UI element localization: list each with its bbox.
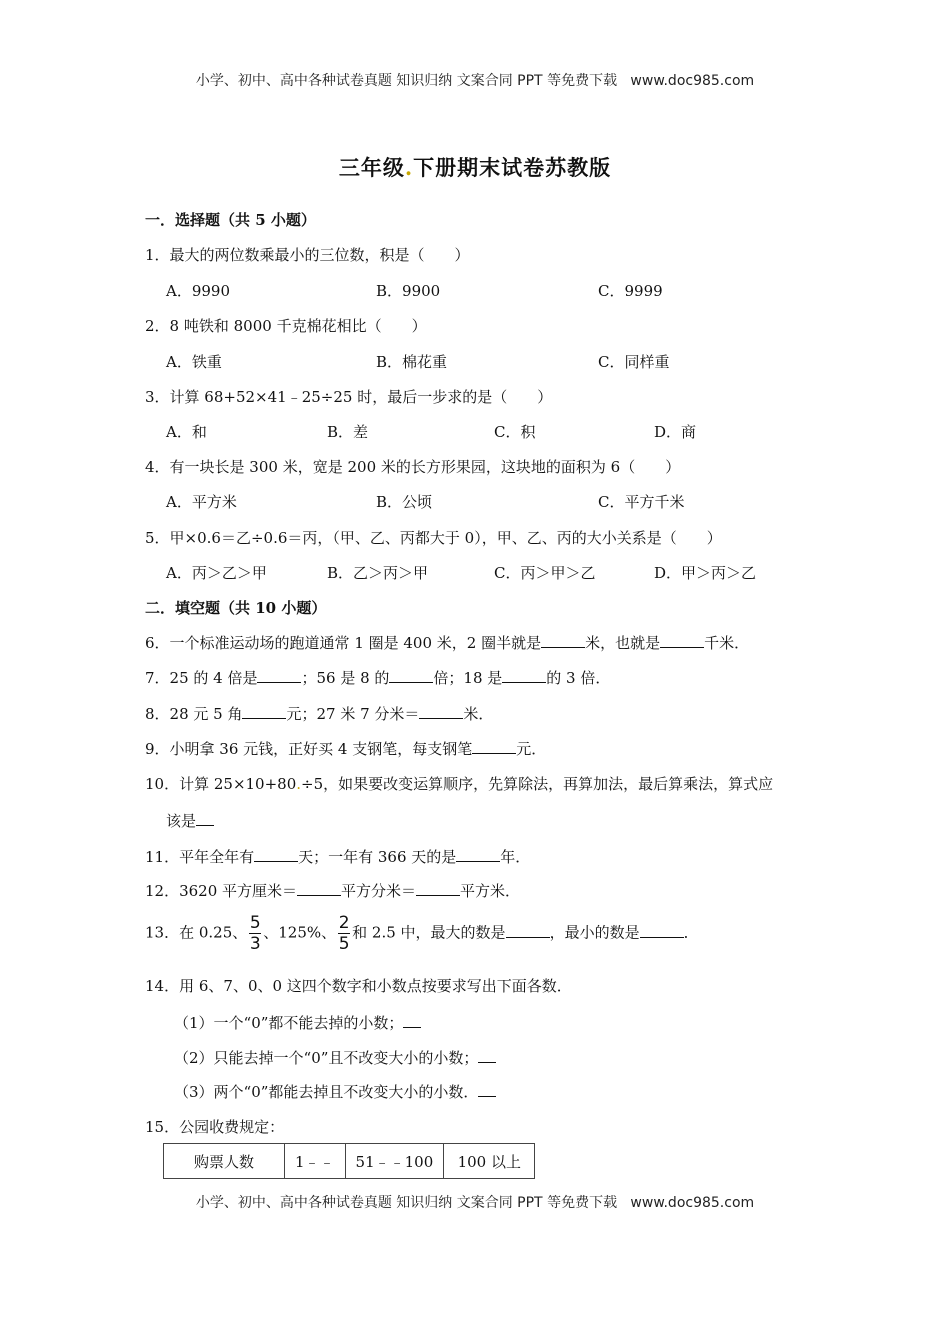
q10-line-2: 该是 <box>166 810 214 831</box>
answer-blank[interactable] <box>297 881 341 896</box>
answer-blank[interactable] <box>478 1082 496 1097</box>
answer-blank[interactable] <box>389 668 433 683</box>
table-cell: 购票人数 <box>164 1144 285 1179</box>
answer-blank[interactable] <box>242 704 286 719</box>
q14-sub-3: （3）两个“0”都能去掉且不改变大小的小数． <box>174 1081 496 1102</box>
q1-option-c: C．9999 <box>598 282 663 300</box>
table-cell: 100 以上 <box>444 1144 535 1179</box>
fraction-2-5: $\frac{2}{5}$ <box>338 913 350 954</box>
q3-option-d: D．商 <box>654 423 697 441</box>
answer-blank[interactable] <box>660 633 704 648</box>
q4-option-b: B．公顷 <box>376 493 433 511</box>
answer-blank[interactable] <box>478 1048 496 1063</box>
q4-option-c: C．平方千米 <box>598 493 685 511</box>
answer-blank[interactable] <box>502 668 546 683</box>
q4-stem: 4．有一块长是 300 米，宽是 200 米的长方形果园，这块地的面积为 6（ ） <box>145 458 681 476</box>
q5-option-a: A．丙＞乙＞甲 <box>166 564 267 582</box>
q8-line: 8．28 元 5 角 元；27 米 7 分米＝ 米． <box>145 705 494 723</box>
q6-line: 6．一个标准运动场的跑道通常 1 圈是 400 米，2 圈半就是 米，也就是 千米． <box>145 634 750 652</box>
section-heading-fill: 二．填空题（共 10 小题） <box>145 599 327 617</box>
q5-option-c: C．丙＞甲＞乙 <box>494 564 596 582</box>
q1-option-a: A．9990 <box>166 282 231 300</box>
q5-stem: 5．甲×0.6＝乙÷0.6＝丙，（甲、乙、丙都大于 0），甲、乙、丙的大小关系是（ ） <box>145 529 722 547</box>
q10-line: 10．计算 25×10+80.÷5，如果要改变运算顺序，先算除法，再算加法，最后算乘法，算式应 <box>145 775 774 793</box>
q1-stem: 1．最大的两位数乘最小的三位数，积是（ ） <box>145 246 470 264</box>
q15-stem: 15．公园收费规定： <box>145 1118 285 1136</box>
q2-option-a: A．铁重 <box>166 353 222 371</box>
q4-option-a: A．平方米 <box>166 493 237 511</box>
q12-line: 12．3620 平方厘米＝ 平方分米＝ 平方米． <box>145 882 521 900</box>
answer-blank[interactable] <box>456 847 500 862</box>
answer-blank[interactable] <box>472 739 516 754</box>
answer-blank[interactable] <box>196 811 214 826</box>
q3-option-a: A．和 <box>166 423 207 441</box>
table-cell: 1﹣﹣ <box>285 1144 346 1179</box>
answer-blank[interactable] <box>403 1013 421 1028</box>
fee-table <box>163 1143 535 1179</box>
q3-option-b: B．差 <box>327 423 369 441</box>
q2-stem: 2．8 吨铁和 8000 千克棉花相比（ ） <box>145 317 427 335</box>
section-heading-choice: 一．选择题（共 5 小题） <box>145 211 316 229</box>
title-dot: . <box>404 155 414 180</box>
answer-blank[interactable] <box>416 881 460 896</box>
table-cell: 51﹣﹣100 <box>345 1144 444 1179</box>
answer-blank[interactable] <box>254 847 298 862</box>
answer-blank[interactable] <box>541 633 585 648</box>
q9-line: 9．小明拿 36 元钱，正好买 4 支钢笔，每支钢笔 元． <box>145 740 547 758</box>
q14-stem: 14．用 6、7、0、0 这四个数字和小数点按要求写出下面各数． <box>145 977 572 995</box>
footer-banner: 小学、初中、高中各种试卷真题 知识归纳 文案合同 PPT 等免费下载 www.doc985.com <box>195 1195 755 1211</box>
answer-blank[interactable] <box>257 668 301 683</box>
answer-blank[interactable] <box>419 704 463 719</box>
q11-line: 11．平年全年有 天；一年有 366 天的是 年． <box>145 848 531 866</box>
fraction-5-3: $\frac{5}{3}$ <box>249 913 261 954</box>
q2-option-c: C．同样重 <box>598 353 670 371</box>
q3-option-c: C．积 <box>494 423 536 441</box>
q5-option-b: B．乙＞丙＞甲 <box>327 564 429 582</box>
page-title: 三年级.下册期末试卷苏教版 <box>338 155 612 180</box>
answer-blank[interactable] <box>640 923 684 938</box>
q13-line: 13．在 0.25、 $\frac{5}{3}$ 、125%、 $\frac{2}{5}$ 和 2.5 中，最大的数是 ，最小的数是 ． <box>145 913 699 954</box>
table-row <box>164 1144 535 1179</box>
q14-sub-1: （1）一个“0”都不能去掉的小数； <box>174 1012 421 1033</box>
q3-stem: 3．计算 68+52×41﹣25÷25 时，最后一步求的是（ ） <box>145 388 553 406</box>
q7-line: 7．25 的 4 倍是 ；56 是 8 的 倍；18 是 的 3 倍． <box>145 669 611 687</box>
q1-option-b: B．9900 <box>376 282 441 300</box>
q14-sub-2: （2）只能去掉一个“0”且不改变大小的小数； <box>174 1047 496 1068</box>
header-banner: 小学、初中、高中各种试卷真题 知识归纳 文案合同 PPT 等免费下载 www.doc985.com <box>195 73 755 89</box>
answer-blank[interactable] <box>506 923 550 938</box>
q5-option-d: D．甲＞丙＞乙 <box>654 564 757 582</box>
q2-option-b: B．棉花重 <box>376 353 448 371</box>
